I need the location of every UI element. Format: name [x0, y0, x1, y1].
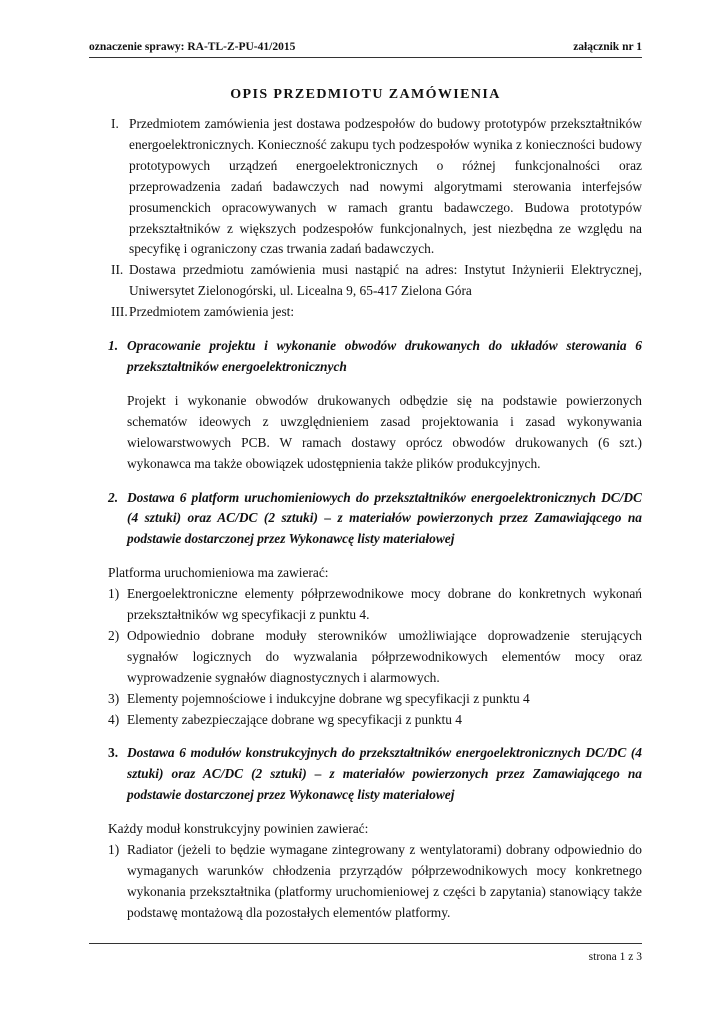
- case-reference: oznaczenie sprawy: RA-TL-Z-PU-41/2015: [89, 41, 296, 53]
- item-heading-text: Opracowanie projektu i wykonanie obwodów drukowanych do układów sterowania 6 przekształtników energoelektronicznych: [127, 338, 642, 374]
- item-number: 1.: [108, 338, 119, 354]
- page-header: [89, 41, 642, 53]
- item-1-paragraph: Projekt i wykonanie obwodów drukowanych odbędzie się na podstawie powierzonych schematów ideowych z uwzględnieniem zasad projektowania i zasad wykonywania wielowarstwowych PCB. W ramach dostawy oprócz obwodów drukowanych (6 szt.) wykonawca ma także obowiązek udostępnienia także plików produkcyjnych.: [127, 392, 642, 471]
- item-3-heading: [89, 743, 642, 806]
- section-number: III.: [111, 304, 128, 320]
- section-number: I.: [111, 116, 119, 131]
- footer-divider: [89, 943, 642, 944]
- section-ii: [89, 260, 642, 302]
- item-heading-text: Dostawa 6 platform uruchomieniowych do przekształtników energoelektronicznych DC/DC (4 sztuki) oraz AC/DC (2 sztuki) – z materiałów powierzonych przez Zamawiającego na podstawie dostarczonej przez Wykonawcę listy materiałowej: [127, 489, 642, 547]
- item-1-heading: [89, 336, 642, 378]
- document-body: [89, 114, 642, 924]
- section-text: Przedmiotem zamówienia jest:: [129, 304, 295, 320]
- item-number: 2.: [108, 489, 119, 505]
- attachment-label: załącznik nr 1: [573, 41, 642, 53]
- item-2-heading: [89, 488, 642, 551]
- item-3-list: [108, 840, 642, 924]
- page-title: OPIS PRZEDMIOTU ZAMÓWIENIA: [230, 87, 501, 102]
- list-item: 4) Elementy zabezpieczające dobrane wg specyfikacji z punktu 4: [108, 711, 462, 727]
- item-number: 3.: [108, 745, 119, 761]
- item-2-list: [108, 584, 642, 730]
- list-item: 1) Radiator (jeżeli to będzie wymagane zintegrowany z wentylatorami) dobrany odpowiednio do wymaganych warunków chłodzenia przyrządów półprzewodnikowych mocy konkretnego wykonania przekształtnika (platformy uruchomieniowej z części b zapytania) stanowiący także podstawę montażową dla pozostałych elementów platformy.: [108, 842, 642, 920]
- page-number: strona 1 z 3: [588, 951, 642, 963]
- item-heading-text: Dostawa 6 modułów konstrukcyjnych do przekształtników energoelektronicznych DC/DC (4 sztuki) oraz AC/DC (2 sztuki) – z materiałów powierzonych przez Zamawiającego na podstawie dostarczonej przez Wykonawcę listy materiałowej: [127, 745, 642, 803]
- section-iii: [89, 302, 642, 323]
- list-item: 3) Elementy pojemnościowe i indukcyjne dobrane wg specyfikacji z punktu 4: [108, 690, 530, 706]
- section-number: II.: [111, 262, 124, 278]
- section-text: Przedmiotem zamówienia jest dostawa podzespołów do budowy prototypów przekształtników energoelektronicznych. Konieczność zakupu tych podzespołów wynika z konieczności budowy prototypowych urządzeń energoelektronicznych o różnej funkcjonalności oraz przeprowadzenia zadań badawczych nad nowymi algorytmami sterowania interfejsów prosumenckich opracowywanych w ramach grantu badawczego. Budowa prototypów przekształtników z większych podzespołów funkcjonalnych, jest niezbędna ze względu na specyfikę i ograniczony czas trwania zadań badawczych.: [129, 116, 642, 257]
- section-text: Dostawa przedmiotu zamówienia musi nastąpić na adres: Instytut Inżynierii Elektrycznej, Uniwersytet Zielonogórski, ul. Licealna 9, 65-417 Zielona Góra: [129, 262, 642, 299]
- section-i: [89, 114, 642, 260]
- list-item: 1) Energoelektroniczne elementy półprzewodnikowe mocy dobrane do konkretnych wykonań przekształtników wg specyfikacji z punktu 4.: [108, 586, 642, 623]
- list-item: 2) Odpowiednio dobrane moduły sterowników umożliwiające doprowadzenie sterujących sygnałów logicznych do wyzwalania półprzewodnikowych elementów mocy oraz wyprowadzenie sygnałów diagnostycznych i alarmowych.: [108, 627, 642, 685]
- item-3-intro: Każdy moduł konstrukcyjny powinien zawierać:: [108, 821, 369, 837]
- header-divider: [89, 57, 642, 58]
- item-2-intro: Platforma uruchomieniowa ma zawierać:: [108, 565, 329, 581]
